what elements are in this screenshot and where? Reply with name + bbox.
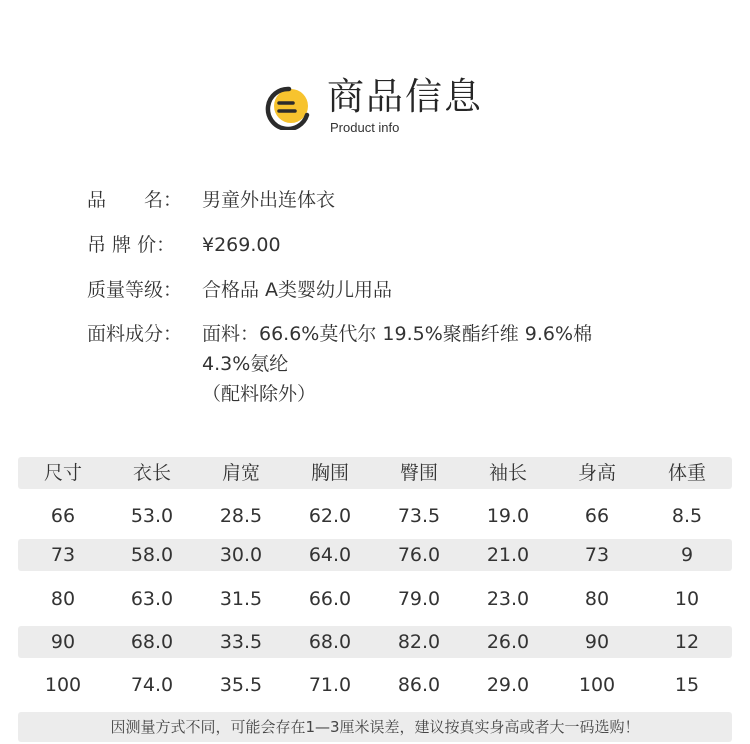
info-value-fabric-note: （配料除外） — [202, 383, 317, 405]
table-header-cell: 身高 — [577, 462, 616, 484]
table-row — [18, 669, 732, 701]
info-value-name: 男童外出连体衣 — [202, 189, 336, 211]
table-row — [18, 626, 732, 658]
info-label-price: 吊 牌 价： — [87, 234, 176, 256]
table-cell: 73 — [50, 544, 76, 566]
section-title: 商品信息 — [327, 75, 483, 118]
measurement-note: 因测量方式不同，可能会存在1—3厘米误差，建议按真实身高或者大一码选购！ — [18, 712, 732, 742]
section-header — [0, 72, 750, 142]
info-label-fabric: 面料成分： — [87, 323, 183, 345]
table-cell: 90 — [50, 631, 76, 653]
table-cell: 100 — [44, 674, 82, 696]
table-cell: 62.0 — [308, 505, 352, 527]
table-cell: 10 — [674, 588, 700, 610]
table-cell: 76.0 — [397, 544, 441, 566]
table-header-cell: 肩宽 — [221, 462, 260, 484]
table-row — [18, 583, 732, 615]
table-cell: 64.0 — [308, 544, 352, 566]
table-cell: 12 — [674, 631, 700, 653]
table-header-cell: 体重 — [667, 462, 706, 484]
info-label-name: 品 名： — [87, 189, 183, 211]
table-cell: 80 — [50, 588, 76, 610]
table-header-row — [18, 457, 732, 489]
info-value-price: ¥269.00 — [202, 234, 281, 256]
table-cell: 28.5 — [219, 505, 263, 527]
table-cell: 68.0 — [308, 631, 352, 653]
table-cell: 74.0 — [130, 674, 174, 696]
table-row — [18, 500, 732, 532]
table-header-cell: 胸围 — [310, 462, 349, 484]
table-cell: 90 — [584, 631, 610, 653]
table-row — [18, 539, 732, 571]
info-label-grade: 质量等级： — [87, 279, 183, 301]
table-cell: 63.0 — [130, 588, 174, 610]
table-cell: 21.0 — [486, 544, 530, 566]
table-cell: 30.0 — [219, 544, 263, 566]
table-cell: 23.0 — [486, 588, 530, 610]
table-header-cell: 尺寸 — [43, 462, 82, 484]
table-cell: 80 — [584, 588, 610, 610]
table-cell: 86.0 — [397, 674, 441, 696]
table-cell: 58.0 — [130, 544, 174, 566]
table-cell: 8.5 — [671, 505, 703, 527]
info-value-grade: 合格品 A类婴幼儿用品 — [202, 279, 393, 301]
table-cell: 31.5 — [219, 588, 263, 610]
table-cell: 68.0 — [130, 631, 174, 653]
table-cell: 26.0 — [486, 631, 530, 653]
table-cell: 53.0 — [130, 505, 174, 527]
table-cell: 19.0 — [486, 505, 530, 527]
section-subtitle: Product info — [330, 120, 400, 135]
table-cell: 15 — [674, 674, 700, 696]
table-cell: 73 — [584, 544, 610, 566]
table-cell: 29.0 — [486, 674, 530, 696]
table-header-cell: 臀围 — [399, 462, 438, 484]
table-cell: 66.0 — [308, 588, 352, 610]
table-cell: 100 — [578, 674, 616, 696]
table-cell: 33.5 — [219, 631, 263, 653]
table-cell: 73.5 — [397, 505, 441, 527]
table-cell: 66 — [50, 505, 76, 527]
table-cell: 82.0 — [397, 631, 441, 653]
table-cell: 66 — [584, 505, 610, 527]
table-cell: 79.0 — [397, 588, 441, 610]
list-badge-icon — [263, 84, 313, 130]
info-value-fabric-line2: 4.3%氨纶 — [202, 353, 289, 375]
info-value-fabric: 面料：66.6%莫代尔 19.5%聚酯纤维 9.6%棉 — [202, 323, 593, 345]
table-cell: 71.0 — [308, 674, 352, 696]
table-cell: 9 — [680, 544, 694, 566]
table-header-cell: 衣长 — [132, 462, 171, 484]
table-header-cell: 袖长 — [488, 462, 527, 484]
table-cell: 35.5 — [219, 674, 263, 696]
